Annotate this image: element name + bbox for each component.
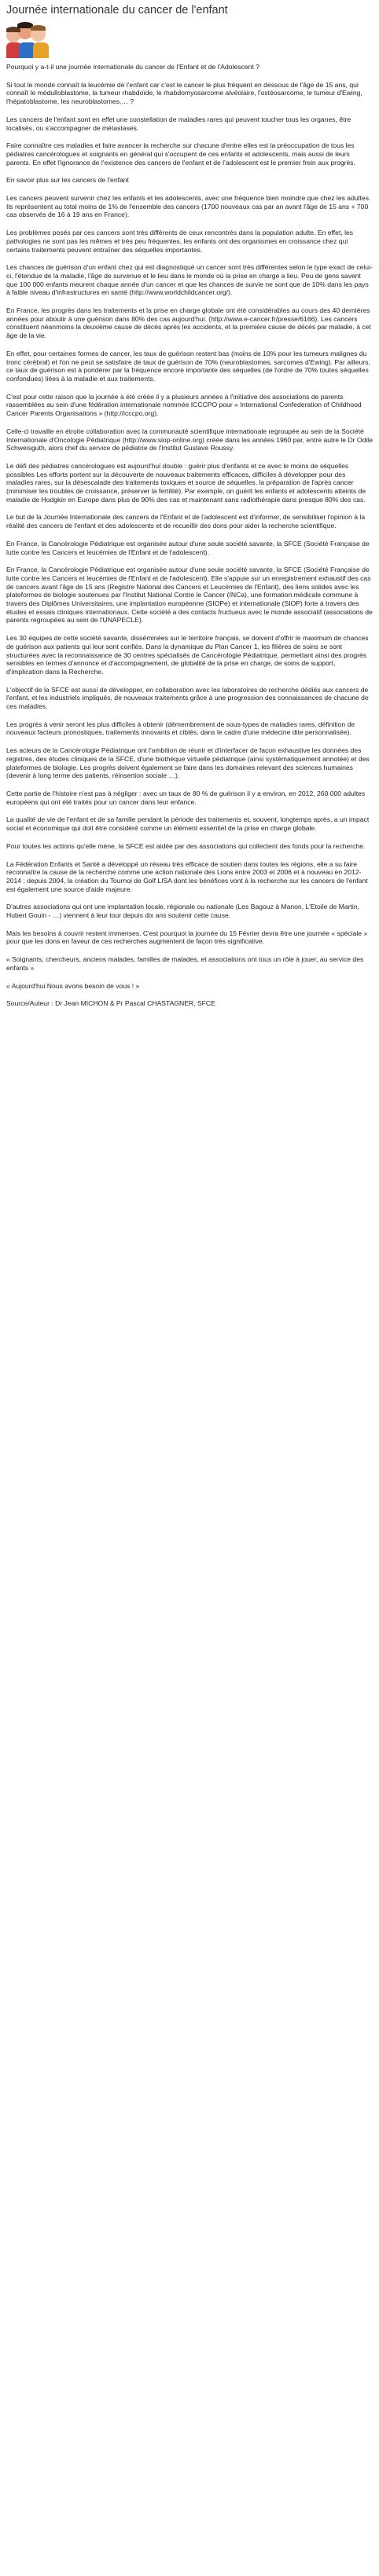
paragraph: Les cancers de l'enfant sont en effet une constellation de maladies rares qui peuvent toucher tous les organes, être localisés, ou s'accompagner de métastases. [6,115,351,132]
paragraph: Le défi des pédiatres cancérologues est aujourd'hui double : guérir plus d'enfants et ce avec le moins de séquelles possibles Les efforts portent sur la découverte de nouveaux traitements efficaces, difficiles à développer pour des maladies rares, sur la désescalade des traitements toxiques et source de séquelles, la préparation de l'après cancer (minimiser les troubles de croissance, préserver la fertilité). Par exemple, on guérit les enfants et adolescents atteints de maladie de Hodgkin en Europe dans plus de 90% des cas et maintenant sans radiothérapie dans presque 80% des cas. [6,461,366,504]
article-body [6,63,373,1008]
paragraph: Les problèmes posés par ces cancers sont très différents de ceux rencontrés dans la population adulte. En effet, les pathologies ne sont pas les mêmes et très peu fréquentes, les enfants ont des organismes en croissance chez qui certains traitements peuvent entraîner des séquelles importantes. [6,229,354,254]
paragraph: C'est pour cette raison que la journée a été créée il y a plusieurs années à l'initiative des associations de parents rassemblées au sein d'une fédération internationale nommée ICCCPO pour « International Confederation of Childhood Cancer Parents Organisations » (http://icccpo.org). [6,392,362,418]
article [0,0,379,1008]
paragraph: Les 30 équipes de cette société savante, disséminées sur le territoire français, se doivent d'offrir le maximum de chances de guérison aux patients qui leur sont confiés. Dans la dynamique du Plan Cancer 1, les filières de soins se sont structurées avec la reconnaissance de 30 centres spécialisés de Cancérologie Pédiatrique, permettant ainsi des progrès sensibles en termes d'annonce et d'accompagnement, de globalité de la prise en charge, de soins de support, d'implication dans la Recherche. [6,634,369,676]
paragraph: Pourquoi y a-t-il une journée internationale du cancer de l'Enfant et de l'Adolescent ? [6,63,259,71]
quote: « Soignants, chercheurs, anciens malades, familles de malades, et associations ont tous un rôle à jouer, au service des enfants » [6,955,364,972]
paragraph: Les cancers peuvent survenir chez les enfants et les adolescents, avec une fréquence bien moindre que chez les adultes. Ils représentent au total moins de 1% de l'ensemble des cancers (1700 nouveaux cas par an avant l'âge de 15 ans + 700 cas observés de 16 à 19 ans en France). [6,194,371,219]
paragraph: Les acteurs de la Cancérologie Pédiatrique ont l'ambition de réunir et d'interfacer de façon exhaustive les données des registres, des études cliniques de la SFCE, d'une biothèque virtuelle pédiatrique (ainsi systématiquement annotée) et des plateformes de biologie. Les progrès doivent également se faire dans les domaines relevant des sciences humaines (devenir à long terme des patients, réinsertion sociale …). [6,746,370,780]
paragraph: D'autres associations qui ont une implantation locale, régionale ou nationale (Les Bagouz à Manon, L'Etoile de Martin, Hubert Gouin - …) viennent à leur tour depuis dix ans soutenir cette cause. [6,903,360,920]
paragraph: Cette partie de l'histoire n'est pas à négliger : avec un taux de 80 % de guérison il y a environ, en 2012, 260 000 adultes européens qui ont été traités pour un cancer dans leur enfance. [6,790,366,806]
source-credit: Source/Auteur : Dr Jean MICHON & Pr Pascal CHASTAGNER, SFCE [6,999,215,1008]
section-heading: En savoir plus sur les cancers de l'enfant [6,176,129,185]
paragraph: L'objectif de la SFCE est aussi de développer, en collaboration avec les laboratoires de recherche dédiés aux cancers de l'enfant, et les industriels impliqués, de nouveaux traitements grâce à une progression des connaissances de chacune de ces maladies. [6,685,369,711]
paragraph: Celle-ci travaille en étroite collaboration avec la communauté scientifique internationale regroupée au sein de la Société Internationale d'Oncologie Pédiatrique (http://www.siop-online.org) créée dans les années 1960 par, entre autre le Dr Odile Schweisguth, alors chef du service de pédiatrie de l'Institut Gustave Roussy. [6,427,373,453]
paragraph: La Fédération Enfants et Santé a développé un réseau très efficace de soutien dans toutes les régions, elle a su faire reconnaître la cause de la recherche comme une action nationale des Lions entre 2003 et 2006 et à nouveau en 2012-2014 ; depuis 2004, la création du Tournoi de Golf LISA dont les bénéfices vont à la recherche sur les cancers de l'enfant est également une source d'aide majeure. [6,859,368,893]
paragraph: Pour toutes les actions qu'elle mène, la SFCE est aidée par des associations qui collectent des fonds pour la recherche. [6,841,366,850]
paragraph: Si tout le monde connaît la leucémie de l'enfant car c'est le cancer le plus fréquent en dessous de l'âge de 15 ans, qui connaît le médulloblastome, la tumeur rhabdoïde, le rhabdomyosarcome alvéolaire, l'ostéosarcome, le tumeur d'Ewing, l'hépatoblastome, les neuroblastomes,… ? [6,80,362,106]
paragraph: Le but de la Journée Internationale des cancers de l'Enfant et de l'adolescent est d'informer, de sensibiliser l'opinion à la réalité des cancers de l'enfant et des adolescents et de recueillir des dons pour aider la recherche scientifique. [6,513,366,530]
paragraph: En France, la Cancérologie Pédiatrique est organisée autour d'une seule société savante, la SFCE (Société Française de lutte contre les Cancers et leucémies de l'Enfant et de l'adolescent). [6,539,370,556]
paragraph: Faire connaître ces maladies et faire avancer la recherche sur chacune d'entre elles est la préoccupation de tous les pédiatres cancérologues et soignants en général qui s'occupent de ces enfants et adolescents, mais aussi de leurs parents. En effet l'ignorance de l'existence des cancers de l'enfant et de l'adolescent est le premier frein aux progrès. [6,141,355,167]
quote: « Aujourd'hui Nous avons besoin de vous ! » [6,981,140,990]
children-photo [6,20,50,58]
paragraph: En effet, pour certaines formes de cancer, les taux de guérison restent bas (moins de 10% pour les tumeurs malignes du tronc cérébral) et l'on ne peut se satisfaire de taux de guérison de 70% (neuroblastomes, sarcomes d'Ewing). Par ailleurs, ce taux de guérison est à pondérer par la fréquence encore importante des séquelles (de l'ordre de 70% toutes séquelles confondues) liées à la maladie et aux traitements. [6,349,370,383]
paragraph: Les progrès à venir seront les plus difficiles à obtenir (démembrement de sous-types de maladies rares, définition de nouveaux facteurs pronostiques, traitements innovants et ciblés, dans le cadre d'une médecine dite personnalisée). [6,720,355,737]
paragraph: Mais les besoins à couvrir restent immenses. C'est pourquoi la journée du 15 Février devra être une journée « spéciale » pour que les dons en faveur de ces recherches augmentent de façon très significative. [6,929,368,946]
paragraph: En France, les progrès dans les traitements et la prise en charge globale ont été considérables au cours des 40 dernières années pour aboutir à une guérison dans 80% des cas aujourd'hui. (http://www.e-cancer.fr/presse/6166). Les cancers constituent néanmoins la deuxième cause de décès après les accidents, et la première cause de décès par maladie, à cet âge de la vie. [6,306,371,340]
page-title: Journée internationale du cancer de l'enfant [6,4,228,16]
paragraph: En France, la Cancérologie Pédiatrique est organisée autour d'une seule société savante, la SFCE (Société Française de lutte contre les Cancers et leucémies de l'Enfant et de l'adolescent). Elle s'appuie sur un enregistrement exhaustif des cas de cancers avant l'âge de 15 ans (Registre National des Cancers et Leucémies de l'Enfant), des liens solides avec les plateformes de biologie soutenues par l'Institut National Contre le Cancer (INCa), une formation médicale commune à travers des Diplômes Universitaires, une implantation européenne (SIOPe) et internationale (SIOP) forte à travers des études et essais cliniques internationaux. Cette société a des contacts fructueux avec le monde associatif (associations de parents regroupées au sein de l'UNAPECLE). [6,566,373,625]
paragraph: Les chances de guérison d'un enfant chez qui est diagnostiqué un cancer sont très différentes selon le type exact de celui-ci, l'étendue de la maladie, l'âge de survenue et le lieu dans le monde où la prise en charge a lieu. Peu de gens savent que 100 000 enfants meurent chaque année d'un cancer et que les chances de survie ne sont que de 10% dans les pays à faible niveau d'infrastructures en santé (http://www.worldchildcancer.org/). [6,263,373,297]
paragraph: La qualité de vie de l'enfant et de sa famille pendant la période des traitements et, souvent, longtemps après, a un impact social et économique qui doit être considéré comme un élément essentiel de la prise en charge globale. [6,815,370,833]
